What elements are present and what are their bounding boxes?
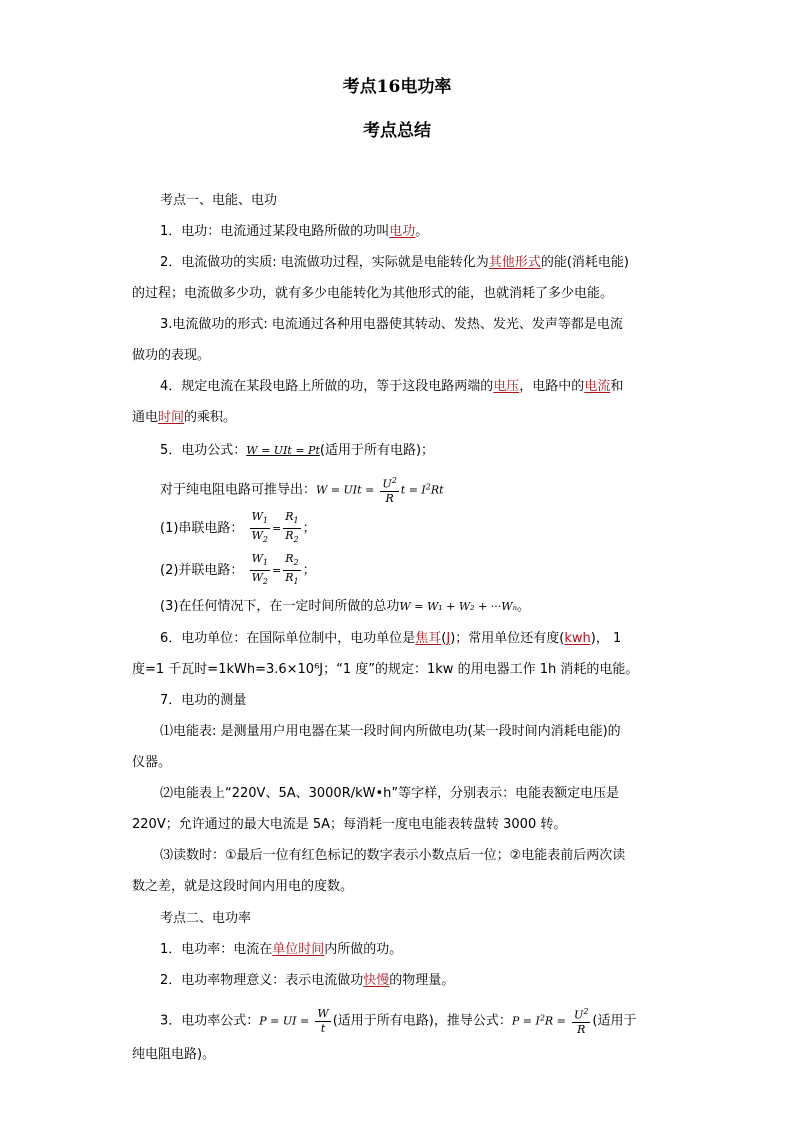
item-6-cont: 度=1 千瓦时=1kWh=3.6×10⁶J；“1 度”的规定：1kw 的用电器工作 1h 消耗的电能。 xyxy=(132,662,639,677)
keyword-time: 时间 xyxy=(158,410,185,425)
keyword-j: J xyxy=(446,631,451,646)
meter-point-1-cont: 仪器。 xyxy=(132,755,172,770)
keyword-voltage: 电压 xyxy=(493,379,520,394)
item-4: 4．规定电流在某段电路上所做的功，等于这段电路两端的电压，电路中的电流和 xyxy=(160,379,624,394)
fraction-u2-over-r: $\frac{U^2}{R}$ xyxy=(382,475,397,506)
work-formula: W = UIt = Pt xyxy=(246,444,320,457)
item-5: 5．电功公式：W = UIt = Pt(适用于所有电路)； xyxy=(160,443,435,458)
keyword-electric-work: 电功 xyxy=(389,224,416,239)
meter-point-2-cont: 220V；允许通过的最大电流是 5A；每消耗一度电电能表转盘转 3000 转。 xyxy=(132,817,567,832)
meter-point-2: ⑵电能表上“220V、5A、3000R/kW•h”等字样，分别表示：电能表额定电压是 xyxy=(160,786,620,801)
item-4-cont: 通电时间的乘积。 xyxy=(132,410,237,425)
keyword-joule: 焦耳 xyxy=(415,631,442,646)
item-2: 2．电流做功的实质: 电流做功过程，实际就是电能转化为其他形式的能(消耗电能) xyxy=(160,255,629,270)
item-1: 1．电功：电流通过某段电路所做的功叫电功。 xyxy=(160,224,429,239)
meter-point-1: ⑴电能表: 是测量用户用电器在某一段时间内所做电功(某一段时间内消耗电能)的 xyxy=(160,724,621,739)
item-3: 3.电流做功的形式: 电流通过各种用电器使其转动、发热、发光、发声等都是电流 xyxy=(160,317,623,332)
power-item-3: 3．电功率公式：P = UI = $\frac{W}{t}$ (适用于所有电路)，推导公式：$P = I^2R$ = $\frac{U^2}{R}$ (适用于 xyxy=(160,1006,637,1037)
parallel-circuit-formula: (2)并联电路： $\frac{W_1}{W_2}$ = $\frac{R_2}{R_1}$ ； xyxy=(160,552,316,587)
series-circuit-formula: (1)串联电路： $\frac{W_1}{W_2}$ = $\frac{R_1}{R_2}$ ； xyxy=(160,510,316,545)
keyword-current: 电流 xyxy=(584,379,611,394)
power-item-3-cont: 纯电阻电路)。 xyxy=(132,1047,216,1062)
meter-point-3-cont: 数之差，就是这段时间内用电的度数。 xyxy=(132,879,354,894)
power-item-1: 1．电功率：电流在单位时间内所做的功。 xyxy=(160,942,403,957)
keyword-speed: 快慢 xyxy=(363,973,390,988)
fraction-u2-over-r-power: $\frac{U^2}{R}$ xyxy=(574,1006,589,1037)
power-item-2: 2．电功率物理意义：表示电流做功快慢的物理量。 xyxy=(160,973,455,988)
keyword-unit-time: 单位时间 xyxy=(272,942,325,957)
fraction-w-over-t: $\frac{W}{t}$ xyxy=(317,1006,329,1035)
keyword-kwh: kwh xyxy=(564,631,591,646)
page-subtitle: 考点总结 xyxy=(363,121,431,141)
item-3-cont: 做功的表现。 xyxy=(132,348,211,363)
total-work-formula: (3)在任何情况下，在一定时间所做的总功W = W₁ + W₂ + ···Wₙ。 xyxy=(160,599,531,614)
item-2-cont: 的过程；电流做多少功，就有多少电能转化为其他形式的能，也就消耗了多少电能。 xyxy=(132,286,614,301)
item-6: 6．电功单位：在国际单位制中，电功单位是焦耳(J)；常用单位还有度(kwh)， 1 xyxy=(160,631,622,646)
section-heading-1: 考点一、电能、电功 xyxy=(160,193,278,208)
page-title: 考点16电功率 xyxy=(342,77,452,97)
item-5-derivation: 对于纯电阻电路可推导出：W = UIt = $\frac{U^2}{R}$ $t = I^2Rt$ xyxy=(160,475,444,506)
item-7: 7．电功的测量 xyxy=(160,693,247,708)
keyword-other-forms: 其他形式 xyxy=(488,255,541,270)
meter-point-3: ⑶读数时：①最后一位有红色标记的数字表示小数点后一位；②电能表前后两次读 xyxy=(160,848,626,863)
section-heading-2: 考点二、电功率 xyxy=(160,911,252,926)
